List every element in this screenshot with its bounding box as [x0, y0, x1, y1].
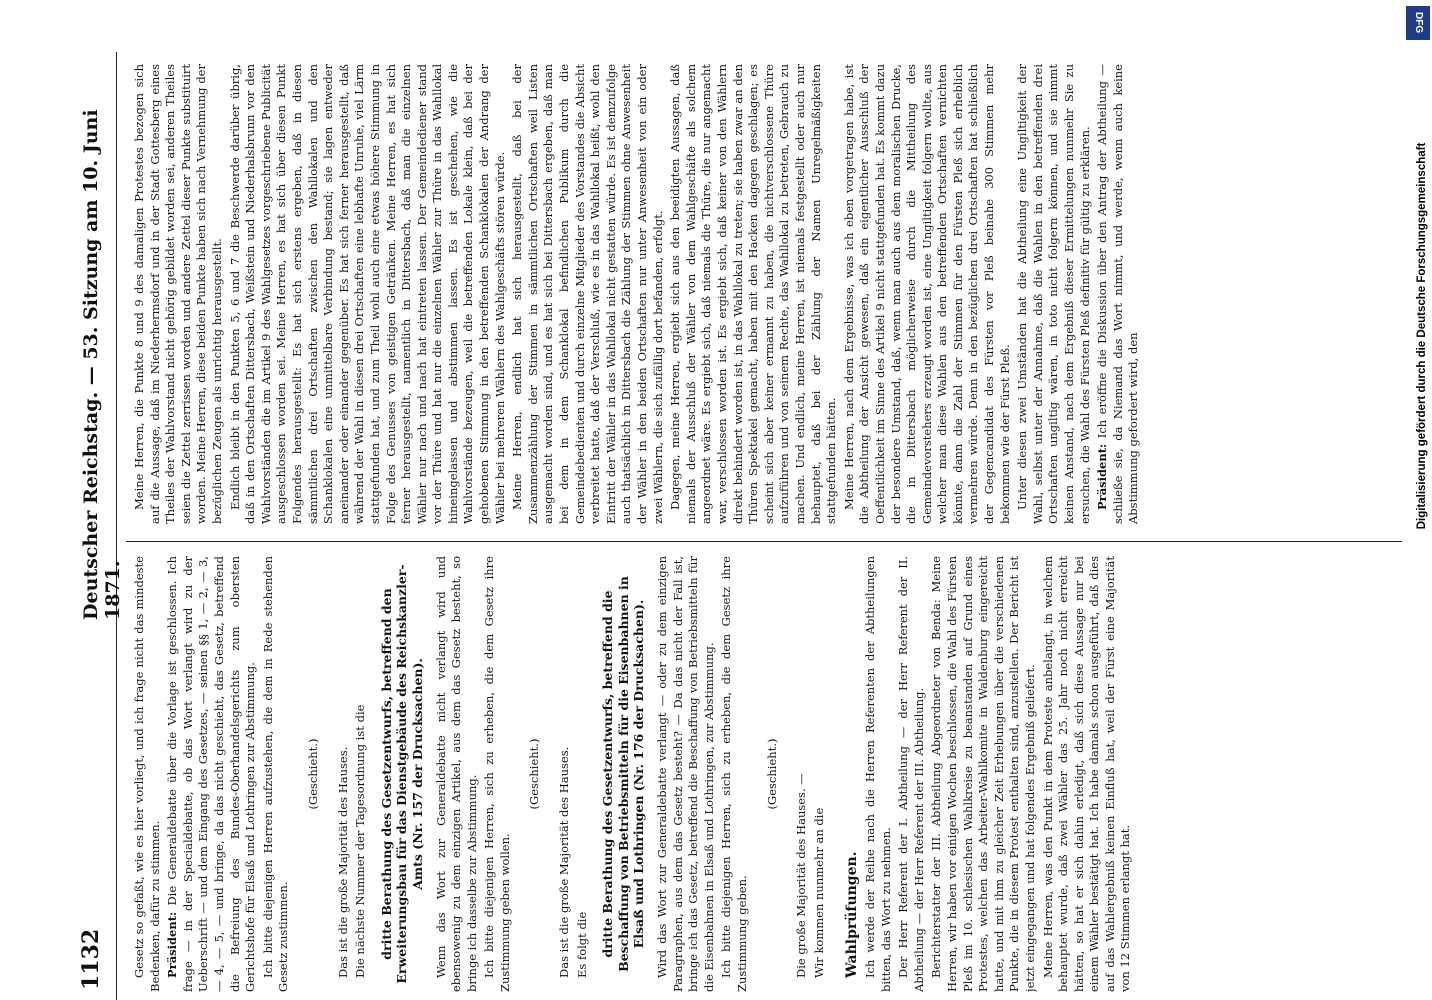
left-column	[132, 556, 1410, 992]
paragraph-text: Ich bitte diejenigen Herren, sich zu erheben, die dem Gesetz ihre Zustimmung geben.	[719, 556, 749, 992]
paragraph-text: Der Herr Referent der I. Abtheilung — der Herr Referent der II. Abtheilung — der Herr Referent der III. Abtheilung.	[896, 556, 926, 992]
paragraph-text: Die Generaldebatte über die Vorlage ist geschlossen. Ich frage — in der Specialdebatte, ob das Wort verlangt wird zu der Ueberschrift — und dem Eingang des Gesetzes, — seinen §§ 1, — 2, — 3, — 4, — 5, — und bringe, da das nicht geschieht, das Gesetz, betreffend die Befreiung des Bundes-Oberhandelsgerichts zum obersten Gerichtshofe für Elsaß und Lothringen zur Abstimmung.	[165, 556, 258, 992]
paragraph	[132, 64, 226, 524]
paragraph-text: Dagegen, meine Herren, ergiebt sich aus den beeidigten Aussagen, daß niemals der Ausschluß der Wähler von dem Wahlgeschäfte als solchem angeordnet wäre. Es ergiebt sich, daß niemals die Thüre, die nur angemacht war, verschlossen worden ist. Es ergiebt sich, daß keiner von den Wählern direkt behindert worden ist, in das Wahllokal zu treten; sie haben zwar an den Thüren Spektakel gemacht, haben mit den Hacken dagegen geschlagen; es scheint sich aber keiner ermannt zu haben, die nichtverschlossene Thüre aufzuführen und von seinem Rechte, das Wahllokal zu betreten, Gebrauch zu machen. Und endlich, meine Herren, ist niemals festgestellt oder auch nur behauptet, daß bei der Zählung der Namen Unregelmäßigkeiten stattgefunden hätten.	[668, 64, 839, 524]
paragraph-text: Ich bitte diejenigen Herren aufzustehen, die dem in Rede stehenden Gesetz zustimmen.	[260, 556, 291, 992]
paragraph	[165, 556, 259, 992]
paragraph	[336, 556, 352, 992]
paragraph-text: Endlich bleibt in den Punkten 5, 6 und 7 die Beschwerde darüber übrig, daß in den Ortschaften Dittersbach, Weißstein und Niederhalsbrunn vor den Wahlvorständen die im Artikel 9 des Wahlgesetzes vorgeschriebene Publicität ausgeschlossen worden sei. Meine Herren, es hat sich über diesen Punkt Folgendes herausgestellt: Es hat sich erstens ergeben, daß in diesen sämmtlichen drei Ortschaften zwischen den Wahllokalen und den Schanklokalen eine unmittelbare Verbindung bestand; sie lagen entweder aneinander oder einander gegenüber. Es hat sich ferner herausgestellt, daß während der Wahl in diesen drei Ortschaften eine lebhafte Unruhe, viel Lärm stattgefunden hat, und zum Theil wohl auch eine etwas höhere Stimmung in Folge des Genusses von geistigen Getränken. Meine Herren, es hat sich ferner herausgestellt, namentlich in Dittersbach, daß man die einzelnen Wähler nur nach und nach hat eintreten lassen. Der Gemeindediener stand vor der Thüre und hat nur die einzelnen Wähler zur Thüre in das Wahllokal hineingelassen und abstimmen lassen. Es ist geschehen, wie die Wahlvorstände bezeugen, weil die betreffenden Lokale klein, daß bei der gehobenen Stimmung in den betreffenden Schanklokalen der Andrang der Wähler bei mehreren Wählern des Wahlgeschäfts stören würde.	[227, 64, 507, 524]
paragraph-text: Ich eröffne die Diskussion über den Antrag der Abtheilung — schließe sie, da Niemand das Wort nimmt, und werde, wenn auch keine Abstimmung gefordert wird, den	[1095, 64, 1141, 524]
paragraph	[812, 556, 828, 992]
paragraph-text: dritte Berathung des Gesetzentwurfs, betreffend den Erweiterungsbau für das Dienstgebäude des Reichskanzler-Amts (Nr. 157 der Drucksachen).	[378, 564, 425, 984]
attribution-text: Digitalisierung gefördert durch die Deutsche Forschungsgemeinschaft	[1416, 142, 1428, 530]
paragraph	[132, 556, 163, 992]
paragraph	[557, 556, 573, 992]
paragraph-text: Das ist die große Majorität des Hauses.	[335, 746, 350, 978]
page-header	[70, 52, 124, 1000]
paragraph-text: Wenn das Wort zur Generaldebatte nicht verlangt wird und ebensowenig zu dem einzigen Artikel, aus dem das Gesetz besteht, so bringe ich dasselbe zur Abstimmung.	[433, 556, 479, 992]
paragraph	[863, 556, 894, 992]
paragraph-text: Ich werde der Reihe nach die Herren Referenten der Abtheilungen bitten, das Wort zu nehmen.	[862, 556, 893, 992]
right-column	[132, 64, 1410, 524]
paragraph	[929, 556, 1038, 992]
paragraph	[842, 64, 1014, 524]
stage-direction	[306, 556, 322, 992]
paragraph	[510, 64, 666, 524]
paragraph	[434, 556, 481, 992]
agenda-heading	[600, 556, 647, 992]
paragraph-text: Wird das Wort zur Generaldebatte verlangt — oder zu dem einzigen Paragraphen, aus dem das Gesetz besteht? — Da das nicht der Fall ist, bringe ich das Gesetz, betreffend die Beschaffung von Betriebsmitteln für die Eisenbahnen in Elsaß und Lothringen, zur Abstimmung.	[655, 556, 716, 992]
paragraph-text: Ich bitte diejenigen Herren, sich zu erheben, die dem Gesetz ihre Zustimmung geben wollen.	[482, 556, 512, 992]
paragraph-text: Wahlprüfungen.	[844, 851, 861, 978]
speaker-label: Präsident:	[165, 911, 180, 978]
paragraph	[719, 556, 750, 992]
paragraph	[575, 556, 591, 992]
paragraph-text: Unter diesen zwei Umständen hat die Abtheilung eine Ungiltigkeit der Wahl, selbst unter der Annahme, daß die Wahlen in den betreffenden drei Ortschaften ungiltig wären, in toto nicht folgern können, und sie nimmt keinen Anstand, nach dem Ergebniß dieser Ermittelungen nunmehr Sie zu ersuchen, die Wahl des Fürsten Pleß definitiv für gültig zu erklären.	[1015, 64, 1092, 524]
paragraph-text: Wir kommen nunmehr an die	[811, 807, 826, 978]
paragraph-text: Meine Herren, was den Punkt in dem Proteste anbelangt, in welchem behauptet wurde, daß zwei Wähler das 25. Jahr noch nicht erreicht hätten, so hat er sich dahin erledigt, daß sich diese Aussage nur bei einem Wähler bestätigt hat. Ich habe damals schon ausgeführt, daß dies auf das Wahlergebniß keinen Einfluß hat, weil der Fürst eine Majorität von 12 Stimmen erlangt hat.	[1040, 556, 1133, 992]
paragraph-text: dritte Berathung des Gesetzentwurfs, betreffend die Beschaffung von Betriebsmitteln für die Eisenbahnen in Elsaß und Lothringen (Nr. 176 der Drucksachen).	[600, 576, 647, 972]
paragraph-text: Meine Herren, die Punkte 8 und 9 des damaligen Protestes bezogen sich auf die Aussage, daß im Niederhermsdorf und in der Stadt Gottesberg eines Theiles der Wahlvorstand nicht gehörig gebildet worden sei, anderen Theiles seien die Zettel zerrissen worden und andere Zettel dieser Punkte substituirt worden. Meine Herren, diese beiden Punkte haben sich nach Vernehmung der bezüglichen Zeugen als unrichtig herausgestellt.	[132, 64, 224, 524]
paragraph-text: Berichterstatter der III. Abtheilung Abgeordneter von Benda: Meine Herren, wir haben vor einigen Wochen beschlossen, die Wahl des Fürsten Pleß im 10. schlesischen Wahlkreise zu beanstanden auf Grund eines Protestes, welchen das Arbeiter-Wahlkomite in Waldenburg eingereicht hatte, und mit ihm zu gleicher Zeit Erhebungen über die verschiedenen Punkte, die in diesem Protest enthalten sind, anzustellen. Der Bericht ist jetzt eingegangen und hat folgendes Ergebniß geliefert.	[929, 556, 1037, 992]
paragraph	[482, 556, 513, 992]
paragraph	[228, 64, 509, 524]
paragraph-text: (Geschieht.)	[527, 738, 542, 810]
dfg-logo: DFG	[1406, 6, 1430, 40]
page-number: 1132	[78, 928, 104, 990]
paragraph	[261, 556, 292, 992]
agenda-heading	[379, 556, 426, 992]
paragraph-text: (Geschieht.)	[764, 738, 779, 810]
paragraph-text: Gesetz so gefaßt, wie es hier vorliegt, und ich frage nicht das mindeste Bedenken, dafür zu stimmen.	[132, 556, 162, 992]
paragraph	[353, 556, 369, 992]
paragraph-text: Die große Majorität des Hauses. —	[794, 773, 809, 978]
paragraph	[896, 556, 927, 992]
paragraph-text: Es folgt die	[574, 911, 589, 978]
stage-direction	[765, 556, 781, 992]
speaker-label: Präsident:	[1095, 443, 1110, 510]
paragraph	[655, 556, 717, 992]
attribution-strip	[1402, 0, 1432, 1000]
paragraph-text: Das ist die große Majorität des Hauses.	[557, 746, 572, 978]
paragraph	[1015, 64, 1093, 524]
paragraph	[1041, 556, 1135, 992]
paragraph-text: Die nächste Nummer der Tagesordnung ist die	[353, 704, 368, 978]
running-title: Deutscher Reichstag. — 53. Sitzung am 10. Juni 1871.	[80, 109, 124, 620]
paragraph-text: (Geschieht.)	[305, 738, 320, 810]
paragraph	[668, 64, 840, 524]
stage-direction	[527, 556, 543, 992]
column-divider	[126, 541, 1410, 542]
paragraph-text: Meine Herren, nach dem Ergebnisse, was ich eben vorgetragen habe, ist die Abtheilung der Ansicht gewesen, daß ein eigentlicher Ausschluß der Oeffentlichkeit im Sinne des Artikel 9 nicht stattgefunden hat. Es kommt dazu der besondere Umstand, daß, wenn man auch aus dem moralischen Drucke, die in Dittersbach möglicherweise durch die Mittheilung des Gemeindevorstehers erzeugt worden ist, eine Ungiltigkeit folgern wollte, aus welcher man diese Wahlen aus den betreffenden Ortschaften vernichten könnte, dann die Zahl der Stimmen für den Fürsten Pleß sich erheblich vermehren würde. Denn in den bezüglichen drei Ortschaften hat schließlich der Gegencandidat des Fürsten vor Pleß beinahe 300 Stimmen mehr bekommen wie der Fürst Pleß.	[841, 64, 1012, 524]
paragraph	[1095, 64, 1142, 524]
paragraph-text: Meine Herren, endlich hat sich herausgestellt, daß bei der Zusammenzählung der Stimmen in sämmtlichen Ortschaften weil Listen ausgemacht worden sind, und es hat sich bei Dittersbach ergeben, daß man bei dem in dem Schanklokal befindlichen Publikum durch die Gemeindebedienten und durch einzelne Mitglieder des Vorstandes die Absicht verbreitet hatte, daß der Verschluß, wie es in das Wahllokal heißt, wohl den Eintritt der Wähler in das Wahllokal nicht gestatten würde. Es ist demzufolge auch thatsächlich in Dittersbach die Zählung der Stimmen ohne Anwesenheit der Wähler in den beiden Ortschaften nur unter Anwesenheit von ein oder zwei Wählern, die sich zufällig dort befanden, erfolgt.	[510, 64, 665, 524]
paragraph	[794, 556, 810, 992]
newspaper-page	[40, 52, 1420, 1000]
section-title	[845, 556, 861, 992]
